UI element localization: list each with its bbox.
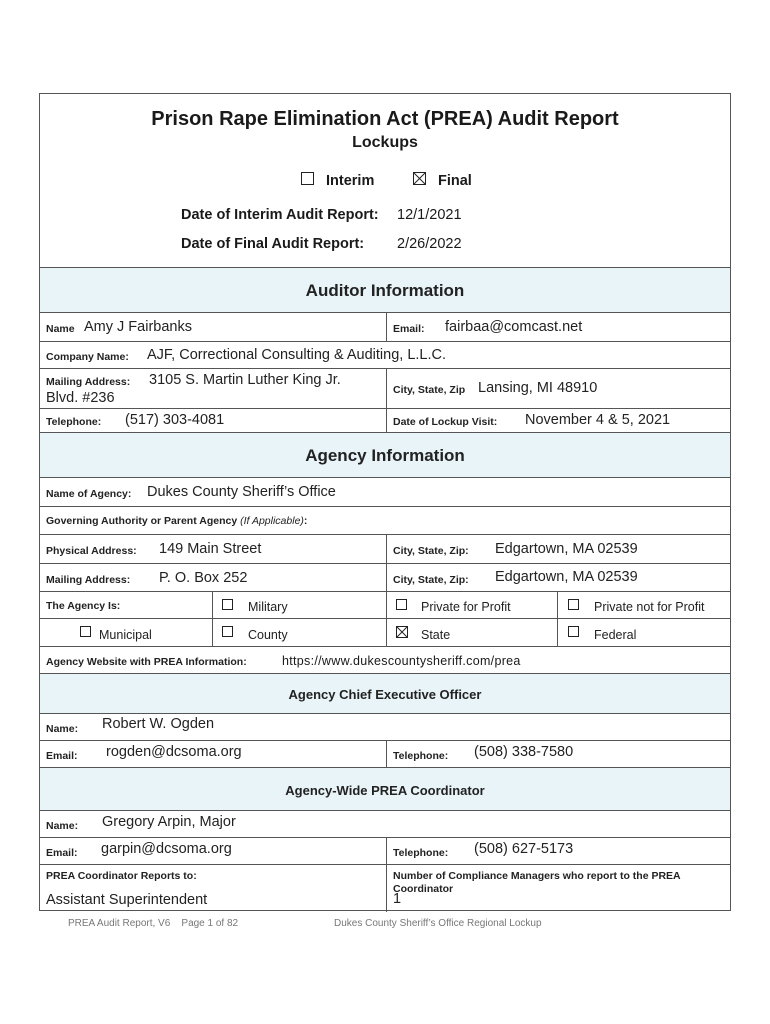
agency-physical-city-cell xyxy=(386,535,730,564)
interim-label: Interim xyxy=(326,173,375,189)
agency-type-row-1 xyxy=(40,591,730,619)
audit-report-form xyxy=(39,93,731,911)
final-date-value: 2/26/2022 xyxy=(397,236,462,252)
auditor-visit-value: November 4 & 5, 2021 xyxy=(525,412,671,428)
agency-website-link[interactable]: https://www.dukescountysheriff.com/prea xyxy=(282,654,521,668)
report-title: Prison Rape Elimination Act (PREA) Audit Report xyxy=(151,108,619,130)
agency-physical-label: Physical Address: xyxy=(46,545,137,557)
auditor-mailing-label: Mailing Address: xyxy=(46,376,131,388)
municipal-label: Municipal xyxy=(99,628,152,642)
agency-physical-value: 149 Main Street xyxy=(159,541,262,557)
coordinator-telephone-label: Telephone: xyxy=(393,847,449,859)
auditor-city-cell xyxy=(386,369,730,409)
auditor-telephone-label: Telephone: xyxy=(46,416,102,428)
auditor-section-header xyxy=(40,267,730,313)
report-subtitle: Lockups xyxy=(352,134,418,151)
ceo-name-value: Robert W. Ogden xyxy=(102,716,215,732)
page-footer-left: PREA Audit Report, V6 Page 1 of 82 xyxy=(68,918,239,929)
agency-mailing-city-cell xyxy=(386,564,730,592)
page-footer-right: Dukes County Sheriff’s Office Regional Lockup xyxy=(334,918,542,929)
auditor-email-label: Email: xyxy=(393,323,425,335)
agency-physical-row xyxy=(40,534,730,564)
ceo-email-value: rogden@dcsoma.org xyxy=(106,744,242,760)
agency-mailing-label: Mailing Address: xyxy=(46,574,131,586)
ceo-telephone-cell xyxy=(386,741,730,768)
auditor-name-row xyxy=(40,312,730,342)
final-label: Final xyxy=(438,173,472,189)
coordinator-name-label: Name: xyxy=(46,820,79,832)
federal-label: Federal xyxy=(594,628,637,642)
auditor-name-value: Amy J Fairbanks xyxy=(84,319,192,335)
auditor-mailing-line2: Blvd. #236 xyxy=(46,390,115,406)
agency-mailing-city-label: City, State, Zip: xyxy=(393,574,469,586)
agency-mailing-row xyxy=(40,563,730,592)
auditor-city-value: Lansing, MI 48910 xyxy=(478,380,598,396)
private-not-for-profit-label: Private not for Profit xyxy=(594,600,705,614)
ceo-name-label: Name: xyxy=(46,723,79,735)
agency-governing-row xyxy=(40,506,730,535)
agency-type-federal-cell xyxy=(557,619,730,647)
coordinator-contact-row xyxy=(40,837,730,865)
auditor-visit-cell xyxy=(386,409,730,433)
coordinator-managers-cell xyxy=(386,865,730,912)
agency-physical-city-label: City, State, Zip: xyxy=(393,545,469,557)
coordinator-reports-row xyxy=(40,864,730,912)
coordinator-section-title: Agency-Wide PREA Coordinator xyxy=(285,783,485,798)
agency-governing-colon: : xyxy=(303,515,308,527)
agency-mailing-city-value: Edgartown, MA 02539 xyxy=(495,569,638,585)
auditor-company-row xyxy=(40,341,730,369)
agency-website-row xyxy=(40,646,730,674)
ceo-telephone-value: (508) 338-7580 xyxy=(474,744,574,760)
military-label: Military xyxy=(248,600,288,614)
agency-type-military-cell xyxy=(212,592,387,619)
coordinator-managers-label: Number of Compliance Managers who report to the PREA Coordinator xyxy=(393,870,681,895)
military-checkbox[interactable] xyxy=(222,599,233,610)
agency-section-header xyxy=(40,432,730,478)
final-checkbox-checked[interactable] xyxy=(413,172,426,185)
coordinator-reports-to-label: PREA Coordinator Reports to: xyxy=(46,870,197,882)
agency-type-private-nonprofit-cell xyxy=(557,592,730,619)
auditor-company-label: Company Name: xyxy=(46,351,129,363)
private-not-for-profit-checkbox[interactable] xyxy=(568,599,579,610)
coordinator-telephone-value: (508) 627-5173 xyxy=(474,841,574,857)
ceo-email-label: Email: xyxy=(46,750,78,762)
coordinator-managers-value: 1 xyxy=(393,891,402,907)
auditor-email-cell xyxy=(386,313,730,342)
agency-physical-city-value: Edgartown, MA 02539 xyxy=(495,541,638,557)
auditor-telephone-row xyxy=(40,408,730,433)
interim-date-label: Date of Interim Audit Report: xyxy=(181,207,379,223)
agency-governing-label: Governing Authority or Parent Agency xyxy=(46,515,238,527)
final-date-label: Date of Final Audit Report: xyxy=(181,236,365,252)
auditor-telephone-value: (517) 303-4081 xyxy=(125,412,225,428)
state-checkbox-checked[interactable] xyxy=(396,626,408,638)
county-checkbox[interactable] xyxy=(222,626,233,637)
agency-mailing-value: P. O. Box 252 xyxy=(159,570,248,586)
agency-type-state-cell xyxy=(386,619,558,647)
federal-checkbox[interactable] xyxy=(568,626,579,637)
agency-website-label: Agency Website with PREA Information: xyxy=(46,656,247,668)
coordinator-email-label: Email: xyxy=(46,847,78,859)
agency-type-private-profit-cell xyxy=(386,592,558,619)
ceo-section-header xyxy=(40,673,730,714)
state-label: State xyxy=(421,628,451,642)
interim-date-value: 12/1/2021 xyxy=(397,207,462,223)
auditor-email-value: fairbaa@comcast.net xyxy=(445,319,583,335)
auditor-visit-label: Date of Lockup Visit: xyxy=(393,416,498,428)
auditor-section-title: Auditor Information xyxy=(305,281,465,300)
interim-checkbox[interactable] xyxy=(301,172,314,185)
coordinator-name-value: Gregory Arpin, Major xyxy=(102,814,236,830)
coordinator-telephone-cell xyxy=(386,838,730,865)
agency-type-county-cell xyxy=(212,619,387,647)
ceo-section-title: Agency Chief Executive Officer xyxy=(288,687,482,702)
auditor-company-value: AJF, Correctional Consulting & Auditing, L.L.C. xyxy=(147,347,447,363)
agency-type-row-2 xyxy=(40,618,730,647)
coordinator-email-value: garpin@dcsoma.org xyxy=(101,841,232,857)
agency-section-title: Agency Information xyxy=(305,446,465,465)
private-for-profit-checkbox[interactable] xyxy=(396,599,407,610)
auditor-name-label: Name xyxy=(46,323,75,335)
coordinator-section-header xyxy=(40,767,730,811)
agency-is-label: The Agency Is: xyxy=(46,600,121,612)
auditor-city-label: City, State, Zip xyxy=(393,384,466,396)
ceo-contact-row xyxy=(40,740,730,768)
coordinator-reports-to-value: Assistant Superintendent xyxy=(46,892,208,908)
agency-name-label: Name of Agency: xyxy=(46,488,132,500)
county-label: County xyxy=(248,628,288,642)
agency-name-row xyxy=(40,477,730,507)
ceo-name-row xyxy=(40,713,730,741)
private-for-profit-label: Private for Profit xyxy=(421,600,511,614)
auditor-mailing-line1: 3105 S. Martin Luther King Jr. xyxy=(149,372,341,388)
ceo-telephone-label: Telephone: xyxy=(393,750,449,762)
auditor-mailing-row xyxy=(40,368,730,409)
agency-governing-text xyxy=(46,515,307,527)
municipal-checkbox[interactable] xyxy=(80,626,91,637)
coordinator-name-row xyxy=(40,810,730,838)
agency-governing-note: (If Applicable) xyxy=(240,515,304,527)
agency-name-value: Dukes County Sheriff’s Office xyxy=(147,484,336,500)
